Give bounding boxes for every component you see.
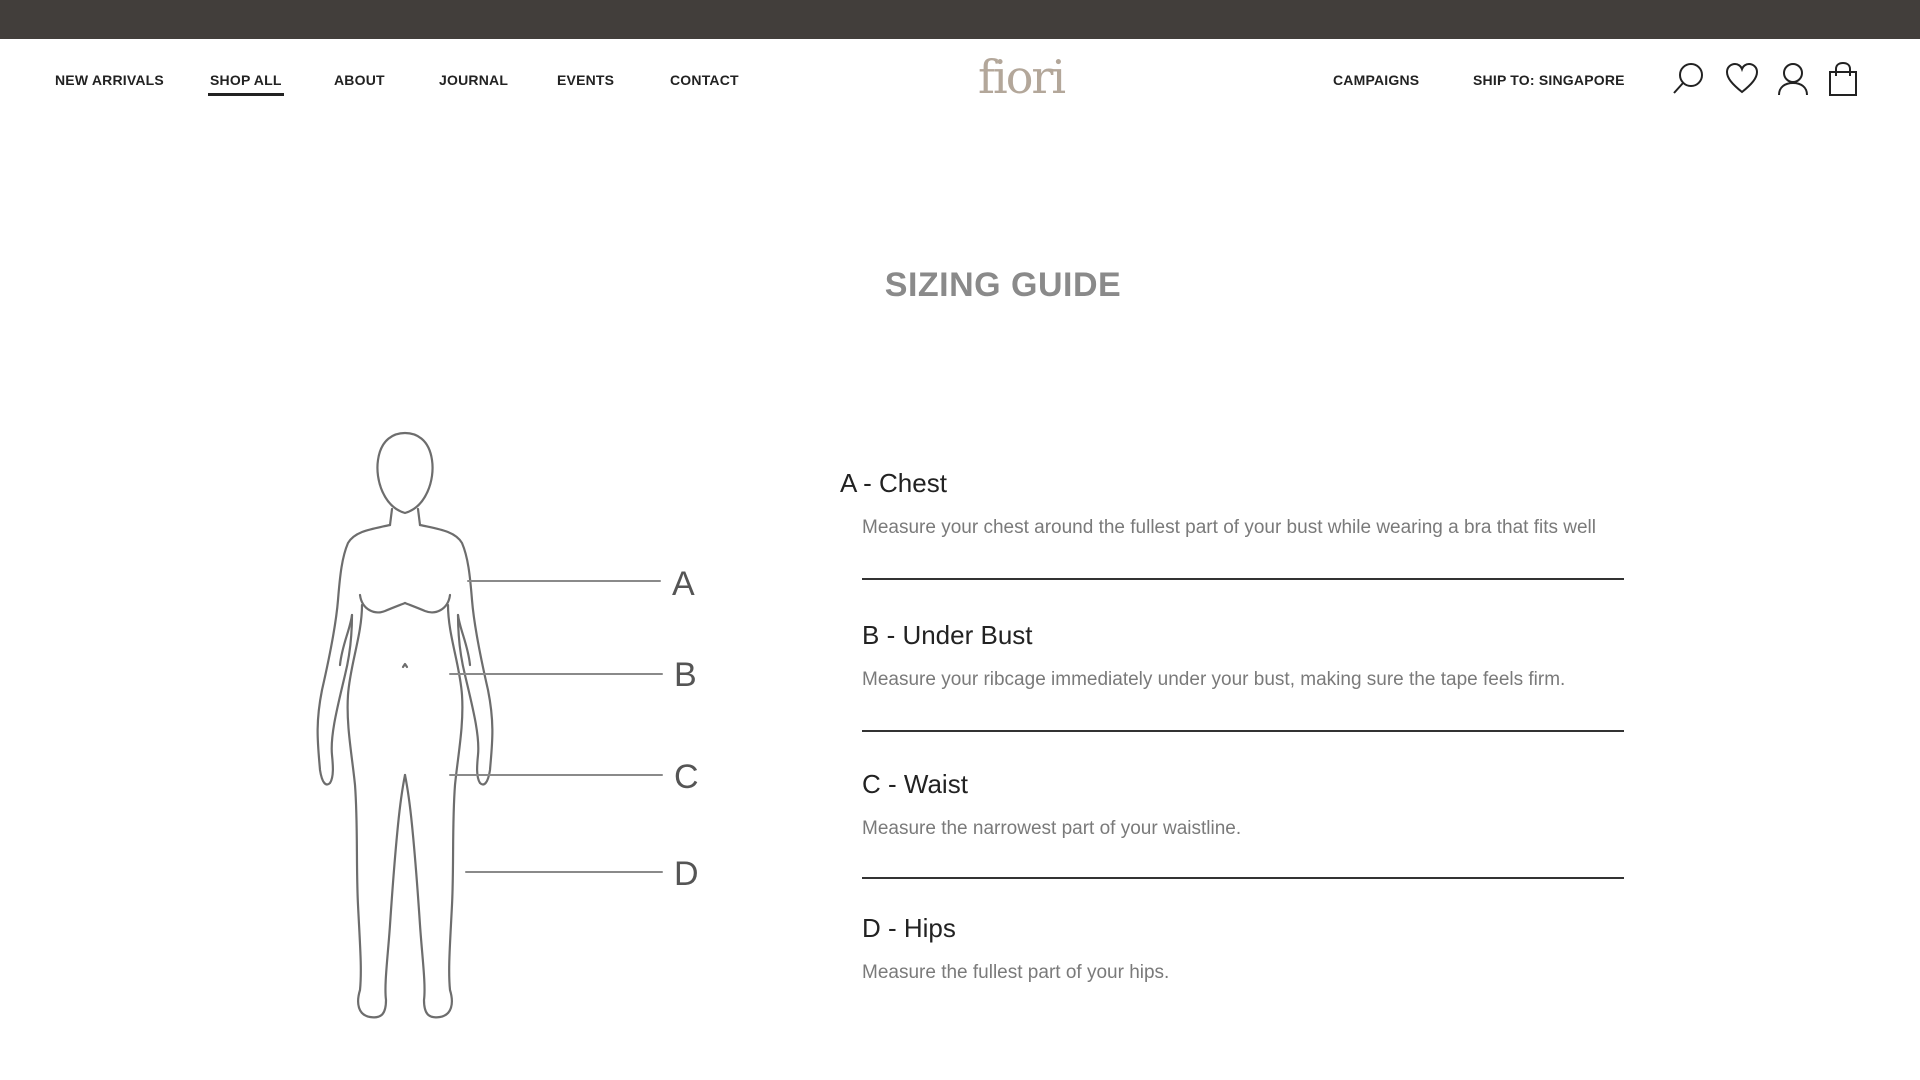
- nav-campaigns[interactable]: CAMPAIGNS: [1333, 72, 1420, 88]
- nav-shop-all[interactable]: SHOP ALL: [210, 72, 282, 88]
- divider: [862, 730, 1624, 732]
- measurement-chest: [840, 468, 1602, 539]
- measurement-description: Measure the fullest part of your hips.: [862, 962, 1170, 983]
- measurement-title: C - Waist: [862, 769, 968, 799]
- ship-to-selector[interactable]: SHIP TO: SINGAPORE: [1473, 72, 1625, 88]
- figure-label-a: A: [672, 565, 695, 603]
- heart-icon[interactable]: [1724, 61, 1760, 97]
- measurement-title: B - Under Bust: [862, 620, 1033, 650]
- nav-events[interactable]: EVENTS: [557, 72, 615, 88]
- brand-logo[interactable]: fiori: [978, 50, 1065, 104]
- figure-label-c: C: [674, 758, 699, 796]
- figure-label-d: D: [674, 855, 699, 893]
- measurement-title: D - Hips: [862, 913, 956, 943]
- nav-about[interactable]: ABOUT: [334, 72, 385, 88]
- measurement-description: Measure the narrowest part of your waistline.: [862, 818, 1242, 839]
- page-title: SIZING GUIDE: [884, 266, 1122, 304]
- divider: [862, 578, 1624, 580]
- user-icon[interactable]: [1775, 61, 1811, 97]
- body-measurement-figure: [300, 425, 720, 1030]
- nav-journal[interactable]: JOURNAL: [439, 72, 509, 88]
- figure-label-b: B: [674, 656, 697, 694]
- search-icon[interactable]: [1671, 61, 1707, 97]
- divider: [862, 877, 1624, 879]
- nav-new-arrivals[interactable]: NEW ARRIVALS: [55, 72, 164, 88]
- measurement-hips: [862, 913, 1624, 984]
- measurement-under-bust: [862, 620, 1624, 691]
- main-navigation: [0, 39, 1920, 121]
- measurement-description: Measure your chest around the fullest part of your bust while wearing a bra that fits well: [862, 517, 1596, 538]
- measurement-waist: [862, 769, 1624, 840]
- bag-icon[interactable]: [1825, 61, 1861, 97]
- nav-contact[interactable]: CONTACT: [670, 72, 739, 88]
- top-announcement-bar: [0, 0, 1920, 39]
- measurement-title: A - Chest: [840, 468, 947, 498]
- measurement-description: Measure your ribcage immediately under your bust, making sure the tape feels firm.: [862, 669, 1566, 690]
